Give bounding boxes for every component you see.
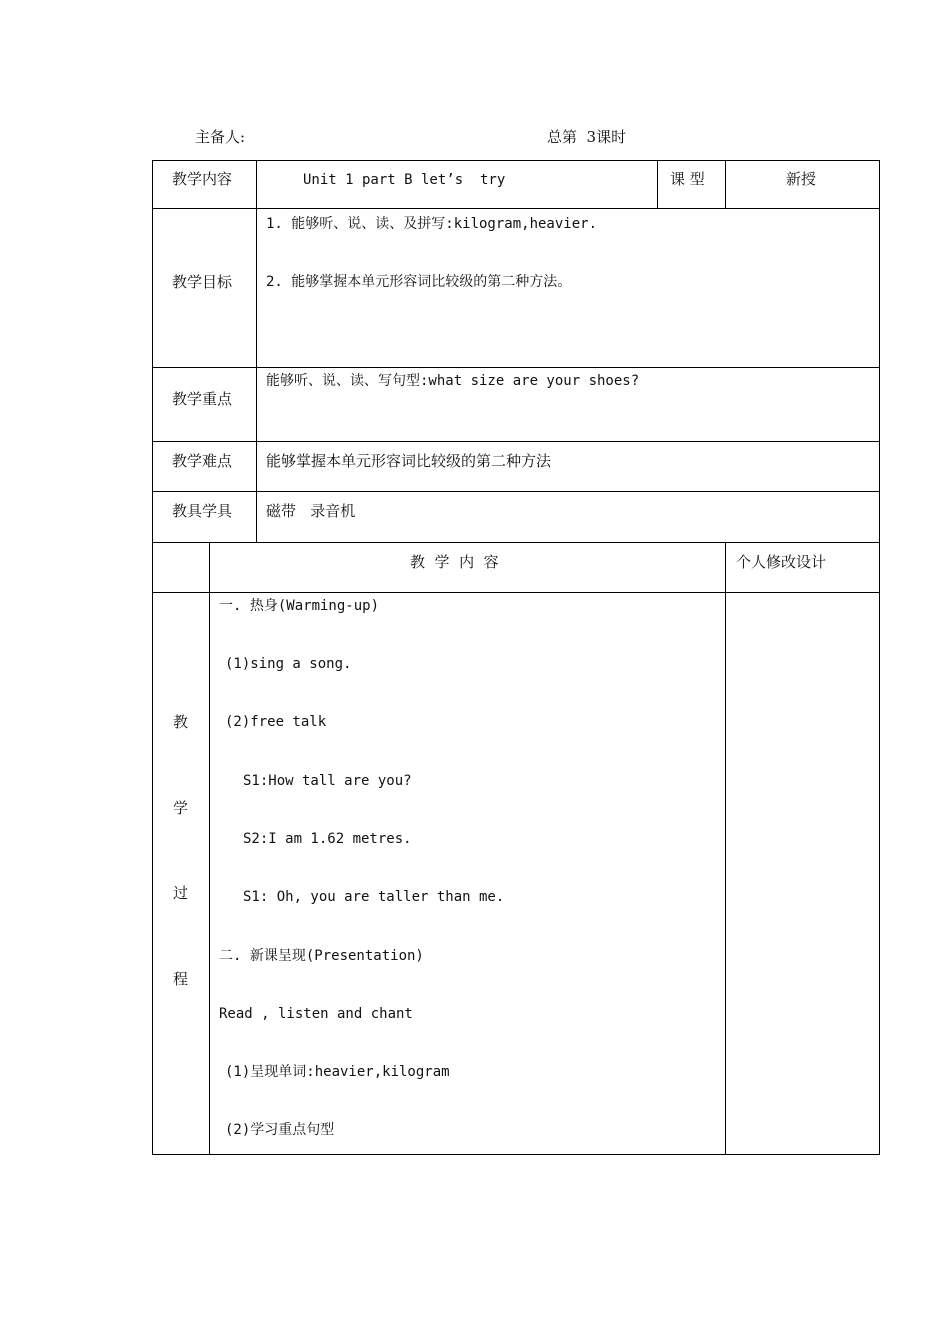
- process-line: 一. 热身(Warming-up): [219, 598, 380, 614]
- process-line: (2)free talk: [225, 714, 327, 730]
- process-line: S1:How tall are you?: [243, 773, 412, 789]
- process-label-char: 过: [173, 884, 189, 902]
- content-label: 教学内容: [172, 170, 233, 188]
- process-line: 二. 新课呈现(Presentation): [219, 948, 424, 964]
- difficult-label: 教学难点: [172, 452, 233, 470]
- difficult-value: 能够掌握本单元形容词比较级的第二种方法: [266, 452, 552, 470]
- process-label-char: 教: [173, 713, 189, 731]
- tools-value: 磁带 录音机: [266, 502, 356, 520]
- process-line: Read , listen and chant: [219, 1006, 413, 1022]
- process-line: S2:I am 1.62 metres.: [243, 831, 412, 847]
- goal-item: 2. 能够掌握本单元形容词比较级的第二种方法。: [266, 274, 572, 290]
- type-value: 新授: [786, 170, 817, 188]
- process-label-char: 学: [173, 799, 189, 817]
- process-line: (1)呈现单词:heavier,kilogram: [225, 1064, 450, 1080]
- goal-item: 1. 能够听、说、读、及拼写:kilogram,heavier.: [266, 216, 598, 232]
- content-value: Unit 1 part B let’s try: [303, 172, 506, 188]
- type-label: 课 型: [670, 170, 705, 188]
- process-line: (1)sing a song.: [225, 656, 352, 672]
- process-line: S1: Oh, you are taller than me.: [243, 889, 505, 905]
- content-header: 教 学 内 容: [410, 553, 499, 571]
- lesson-number: 总第 3课时: [547, 128, 627, 146]
- process-label-char: 程: [173, 970, 189, 988]
- key-value: 能够听、说、读、写句型:what size are your shoes?: [266, 373, 640, 389]
- key-label: 教学重点: [172, 390, 233, 408]
- tools-label: 教具学具: [172, 502, 233, 520]
- preparer-label: 主备人:: [195, 128, 246, 146]
- goals-label: 教学目标: [172, 273, 233, 291]
- process-line: (2)学习重点句型: [225, 1122, 335, 1138]
- revise-header: 个人修改设计: [736, 553, 827, 571]
